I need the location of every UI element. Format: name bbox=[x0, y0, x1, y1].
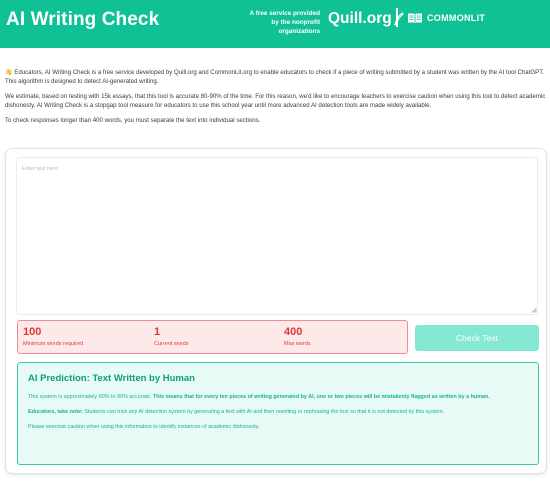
provided-by-line2: by the nonprofit organizations bbox=[271, 19, 320, 35]
intro-paragraph-3: To check responses longer than 400 words, you must separate the text into individual sections. bbox=[5, 117, 261, 125]
app-title: AI Writing Check bbox=[6, 9, 160, 30]
commonlit-logo[interactable] bbox=[407, 12, 485, 24]
quill-pen-icon bbox=[393, 12, 404, 26]
open-book-icon bbox=[407, 12, 423, 24]
caution-note: Please exercise caution when using this information to identify instances of academic dishonesty. bbox=[28, 424, 260, 431]
text-input[interactable] bbox=[16, 157, 538, 315]
provided-by-line1: A free service provided bbox=[249, 10, 320, 17]
educators-note bbox=[28, 408, 532, 416]
provided-by-text bbox=[248, 9, 320, 36]
waving-hand-icon: 👋 bbox=[5, 69, 13, 76]
check-text-button[interactable]: Check Text bbox=[415, 325, 539, 351]
intro-section bbox=[5, 69, 547, 133]
accuracy-note-prefix: This system is approximately 80% to 90% accurate. bbox=[28, 394, 153, 400]
accuracy-note bbox=[28, 393, 532, 401]
prediction-body bbox=[28, 393, 532, 439]
header-divider bbox=[396, 8, 398, 27]
minimum-words-value: 100 bbox=[23, 326, 42, 338]
prediction-title: AI Prediction: Text Written by Human bbox=[28, 373, 195, 384]
resize-grip-icon[interactable] bbox=[531, 307, 537, 313]
max-words-count bbox=[284, 326, 311, 347]
check-card bbox=[5, 148, 547, 474]
quill-logo-text: Quill.org bbox=[328, 10, 392, 27]
intro-paragraph-2: We estimate, based on testing with 15k essays, that this tool is accurate 80-90% of the time. For this reason, we'd like to encourage teachers to exercise caution when using this tool to detect academic dishonesty. AI Writing Check is a stopgap tool measure for educators to use this school year until more advanced AI detection tools are made widely available. bbox=[5, 93, 546, 109]
minimum-words-label: Minimum words required bbox=[23, 341, 84, 347]
educators-note-label: Educators, take note: bbox=[28, 409, 83, 416]
quill-logo[interactable] bbox=[328, 10, 404, 28]
accuracy-note-bold: This means that for every ten pieces of writing generated by AI, one or two pieces will be mistakenly flagged as written by a human. bbox=[152, 394, 490, 400]
word-count-panel bbox=[17, 320, 408, 354]
intro-paragraph-1 bbox=[5, 69, 547, 86]
max-words-value: 400 bbox=[284, 326, 303, 338]
prediction-panel bbox=[17, 362, 539, 465]
current-words-count bbox=[154, 326, 189, 347]
current-words-value: 1 bbox=[154, 326, 161, 338]
current-words-label: Current words bbox=[154, 341, 189, 347]
app-header bbox=[0, 0, 550, 48]
minimum-words-count bbox=[23, 326, 83, 347]
intro-paragraph-1-text: Educators, AI Writing Check is a free service developed by Quill.org and CommonLit.org to enable educators to check if a piece of writing submitted by a student was written by the AI tool ChatGPT. This algorithm is designed to detect AI-generated writing. bbox=[5, 69, 544, 85]
educators-note-text: Students can trick any AI detection system by generating a text with AI and then rewriting or rephrasing the text so that it is not detected by this system. bbox=[82, 409, 445, 416]
max-words-label: Max words bbox=[284, 341, 311, 347]
commonlit-logo-text: COMMONLIT bbox=[427, 13, 486, 23]
